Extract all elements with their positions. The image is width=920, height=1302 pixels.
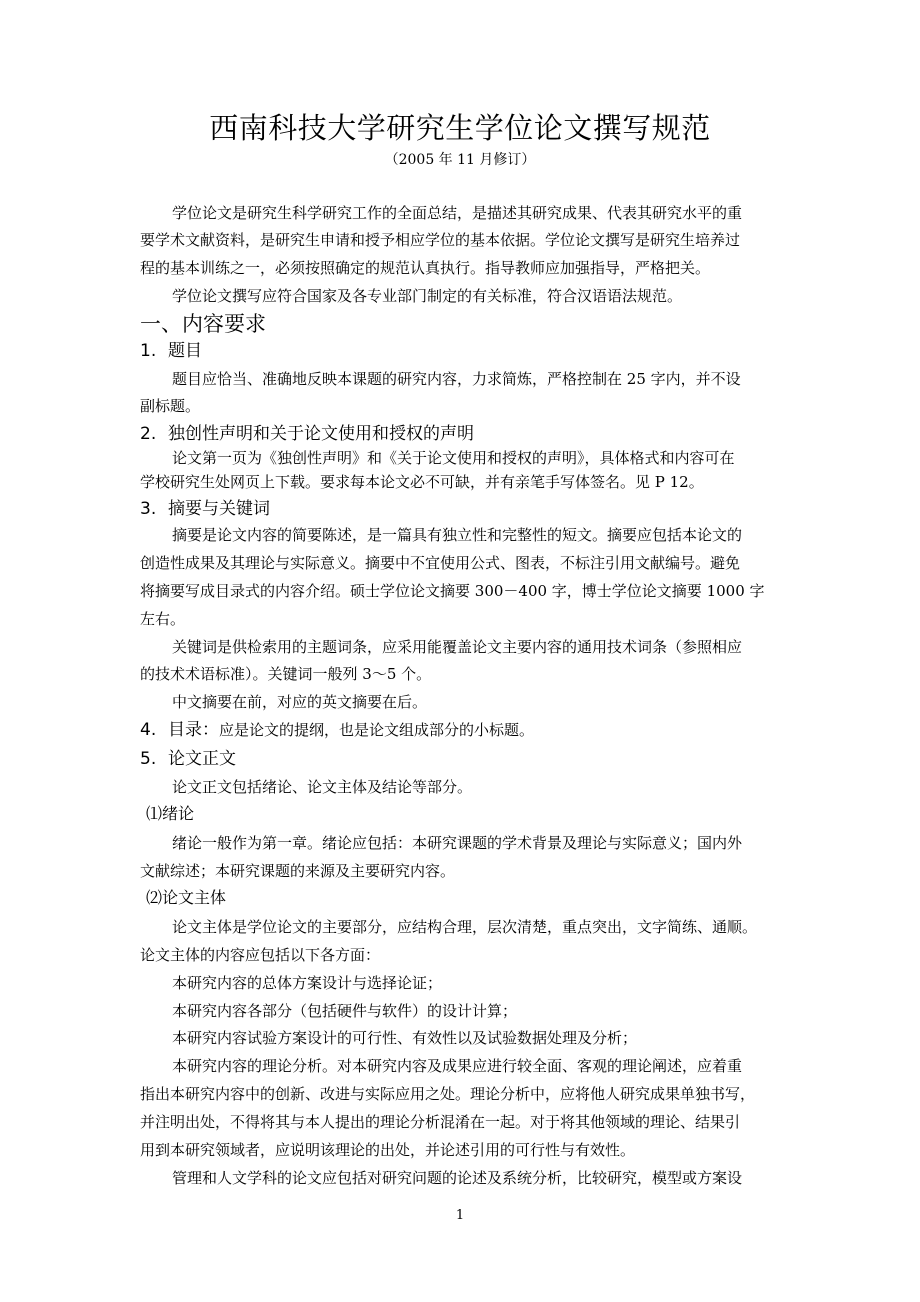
heading-inline-body: 应是论文的提纲，也是论文组成部分的小标题。 (219, 721, 535, 739)
subsection-heading-toc (140, 719, 534, 741)
revision-note: （2005 年 11 月修订） (384, 152, 536, 168)
body-line: 论文主体的内容应包括以下各方面： (140, 946, 381, 964)
page-title: 西南科技大学研究生学位论文撰写规范 (209, 111, 711, 145)
heading-text: 题目 (168, 341, 202, 361)
heading-text: 目录： (168, 720, 219, 740)
heading-text: 独创性声明和关于论文使用和授权的声明 (168, 424, 474, 444)
sub-heading-main-body: ⑵论文主体 (146, 888, 227, 907)
heading-number: 1. (140, 341, 157, 361)
body-line: 的技术术语标准）。关键词一般列 3～5 个。 (140, 665, 432, 683)
body-line: 本研究内容试验方案设计的可行性、有效性以及试验数据处理及分析； (172, 1029, 638, 1047)
body-line: 副标题。 (140, 397, 201, 415)
body-line: 关键词是供检索用的主题词条，应采用能覆盖论文主要内容的通用技术词条（参照相应 (172, 638, 743, 656)
intro-line: 学位论文是研究生科学研究工作的全面总结，是描述其研究成果、代表其研究水平的重 (172, 204, 743, 222)
sub-heading-introduction: ⑴绪论 (146, 804, 195, 823)
body-line: 中文摘要在前，对应的英文摘要在后。 (172, 693, 428, 711)
heading-number: 3. (140, 499, 157, 519)
body-line: 论文主体是学位论文的主要部分，应结构合理，层次清楚，重点突出，文字简练、通顺。 (172, 918, 758, 936)
section-heading: 一、内容要求 (140, 312, 266, 336)
heading-text: 摘要与关键词 (168, 499, 270, 519)
body-line: 论文正文包括绪论、论文主体及结论等部分。 (172, 778, 473, 796)
body-line: 文献综述；本研究课题的来源及主要研究内容。 (140, 862, 456, 880)
subsection-heading-abstract (140, 498, 270, 520)
subsection-heading-body (140, 748, 236, 770)
body-line: 摘要是论文内容的简要陈述，是一篇具有独立性和完整性的短文。摘要应包括本论文的 (172, 526, 743, 544)
body-line: 指出本研究内容中的创新、改进与实际应用之处。理论分析中，应将他人研究成果单独书写， (140, 1085, 756, 1103)
body-line: 本研究内容的总体方案设计与选择论证； (172, 974, 443, 992)
subsection-heading-title (140, 340, 202, 362)
body-line: 将摘要写成目录式的内容介绍。硕士学位论文摘要 300－400 字，博士学位论文摘要 1000 字 (140, 582, 765, 600)
heading-text: 论文正文 (168, 749, 236, 769)
page-number: 1 (455, 1208, 465, 1223)
body-line: 管理和人文学科的论文应包括对研究问题的论述及系统分析，比较研究，模型或方案设 (172, 1169, 743, 1187)
body-line: 绪论一般作为第一章。绪论应包括：本研究课题的学术背景及理论与实际意义；国内外 (172, 834, 743, 852)
body-line: 本研究内容各部分（包括硬件与软件）的设计计算； (172, 1002, 518, 1020)
body-line: 左右。 (140, 610, 186, 628)
subsection-heading-declaration (140, 423, 474, 445)
body-line: 题目应恰当、准确地反映本课题的研究内容，力求简炼，严格控制在 25 字内，并不设 (172, 370, 741, 388)
body-line: 并注明出处，不得将其与本人提出的理论分析混淆在一起。对于将其他领域的理论、结果引 (140, 1113, 741, 1131)
body-line: 用到本研究领域者，应说明该理论的出处，并论述引用的可行性与有效性。 (140, 1141, 636, 1159)
body-line: 创造性成果及其理论与实际意义。摘要中不宜使用公式、图表，不标注引用文献编号。避免 (140, 554, 741, 572)
body-line: 论文第一页为《独创性声明》和《关于论文使用和授权的声明》，具体格式和内容可在 (172, 449, 735, 467)
body-line: 本研究内容的理论分析。对本研究内容及成果应进行较全面、客观的理论阐述，应着重 (172, 1057, 743, 1075)
heading-number: 5. (140, 749, 157, 769)
heading-number: 4. (140, 720, 157, 740)
intro-line: 程的基本训练之一，必须按照确定的规范认真执行。指导教师应加强指导，严格把关。 (140, 259, 711, 277)
intro-line: 要学术文献资料，是研究生申请和授予相应学位的基本依据。学位论文撰写是研究生培养过 (140, 231, 741, 249)
heading-number: 2. (140, 424, 157, 444)
intro-line: 学位论文撰写应符合国家及各专业部门制定的有关标准，符合汉语语法规范。 (172, 287, 683, 305)
body-line: 学校研究生处网页上下载。要求每本论文必不可缺，并有亲笔手写体签名。见 P 12。 (140, 473, 704, 491)
